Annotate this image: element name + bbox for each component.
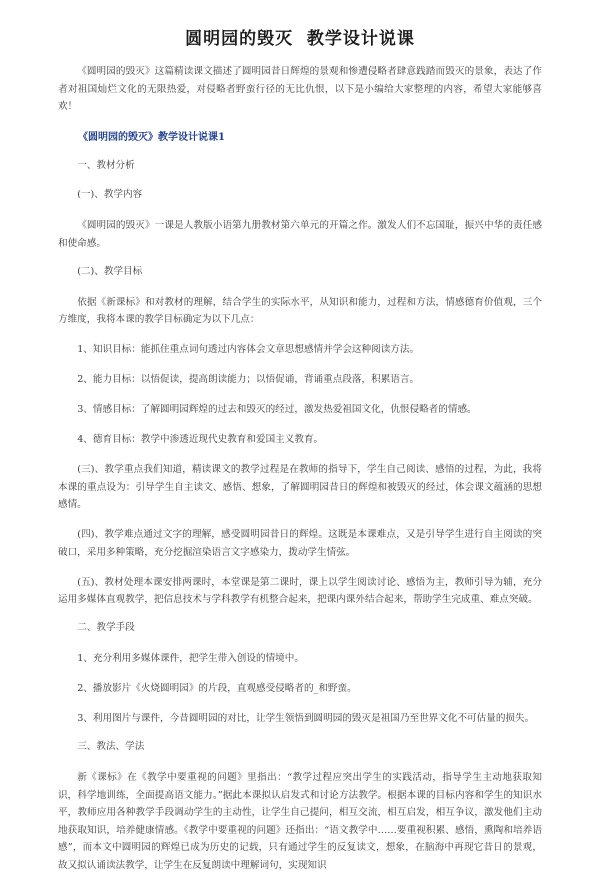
body-paragraph: 2、能力目标：以悟促读，提高朗读能力；以悟促诵，背诵重点段落，积累语言。 — [77, 374, 420, 385]
body-paragraph: 3、情感目标：了解圆明园辉煌的过去和毁灭的经过，激发热爱祖国文化，仇恨侵略者的情感。 — [77, 404, 477, 415]
body-paragraph: 4、德育目标：教学中渗透近现代史教育和爱国主义教育。 — [77, 434, 324, 445]
section-title: 《圆明园的毁灭》教学设计说课1 — [78, 132, 225, 143]
section-heading: (二)、教学目标 — [77, 265, 143, 277]
document-body — [58, 159, 542, 874]
body-paragraph: 1、知识目标：能抓住重点词句透过内容体会文章思想感情并学会这种阅读方法。 — [77, 344, 420, 355]
body-paragraph: 1、充分利用多媒体课件，把学生带入创设的情境中。 — [77, 653, 304, 664]
body-paragraph: (四)、教学难点通过文字的理解，感受圆明园昔日的辉煌。这既是本课难点，又是引导学生进行自主阅读的突破口，采用多种策略，充分挖掘渲染语言文字感染力，拨动学生情弦。 — [58, 529, 542, 558]
body-paragraph: (五)、教材处理本课安排两课时，本堂课是第二课时，课上以学生阅读讨论、感悟为主，教师引导为辅，充分运用多媒体直观教学，把信息技术与学科教学有机整合起来，把课内课外结合起来，帮助学生完成重、难点突破。 — [58, 576, 542, 605]
body-paragraph: 3、利用图片与课件，今昔圆明园的对比，让学生领悟到圆明园的毁灭是祖国乃至世界文化不可估量的损失。 — [77, 713, 535, 724]
section-heading: (一)、教学内容 — [77, 189, 143, 200]
body-paragraph: (三)、教学重点我们知道，精读课文的教学过程是在教师的指导下，学生自己阅读、感悟的过程，为此，我将本课的重点设为：引导学生自主读文、感悟、想象，了解圆明园昔日的辉煌和被毁灭的经过，体会课文蕴涵的思想感情。 — [58, 464, 542, 510]
body-paragraph: 依据《新课标》和对教材的理解，结合学生的实际水平，从知识和能力，过程和方法，情感德育价值观，三个方维度，我将本课的教学目标确定为以下几点： — [58, 296, 542, 325]
body-paragraph: 《圆明园的毁灭》一课是人教版小语第九册教材第六单元的开篇之作。激发人们不忘国耻，振兴中华的责任感和使命感。 — [58, 220, 542, 249]
body-paragraph: 2、播放影片《火烧圆明园》的片段，直观感受侵略者的_和野蛮。 — [77, 683, 357, 694]
document-title: 圆明园的毁灭 教学设计说课 — [185, 29, 415, 49]
intro-paragraph: 《圆明园的毁灭》这篇精读课文描述了圆明园昔日辉煌的景观和惨遭侵略者肆意践踏而毁灭的景象，表达了作者对祖国灿烂文化的无限热爱，对侵略者野蛮行径的无比仇恨，以下是小编给大家整理的内容，希望大家能够喜欢！ — [58, 66, 542, 112]
section-heading: 二、教学手段 — [77, 622, 135, 633]
section-heading: 三、教法、学法 — [77, 741, 145, 752]
body-paragraph: 新《课标》在《教学中要重视的问题》里指出：“教学过程应突出学生的实践活动，指导学生主动地获取知识，科学地训练，全面提高语文能力。”据此本课拟认启发式和讨论方法教学。根据本课的目标内容和学生的知识水平，教师应用各种教学手段调动学生的主动性，让学生自己提问，相互交流，相互启发，相互争议，激发他们主动地获取知识，培养健康情感。《教学中要重视的问题》还指出：“语文教学中……要重视积累、感悟，熏陶和培养语感”，而本文中圆明园的辉煌已成为历史的记载，只有通过学生的反复读文，想象，在脑海中再现它昔日的景观，故又拟认诵读法教学，让学生在反复朗读中理解词句，实现知识 — [58, 772, 542, 871]
section-heading: 一、教材分析 — [77, 160, 135, 171]
